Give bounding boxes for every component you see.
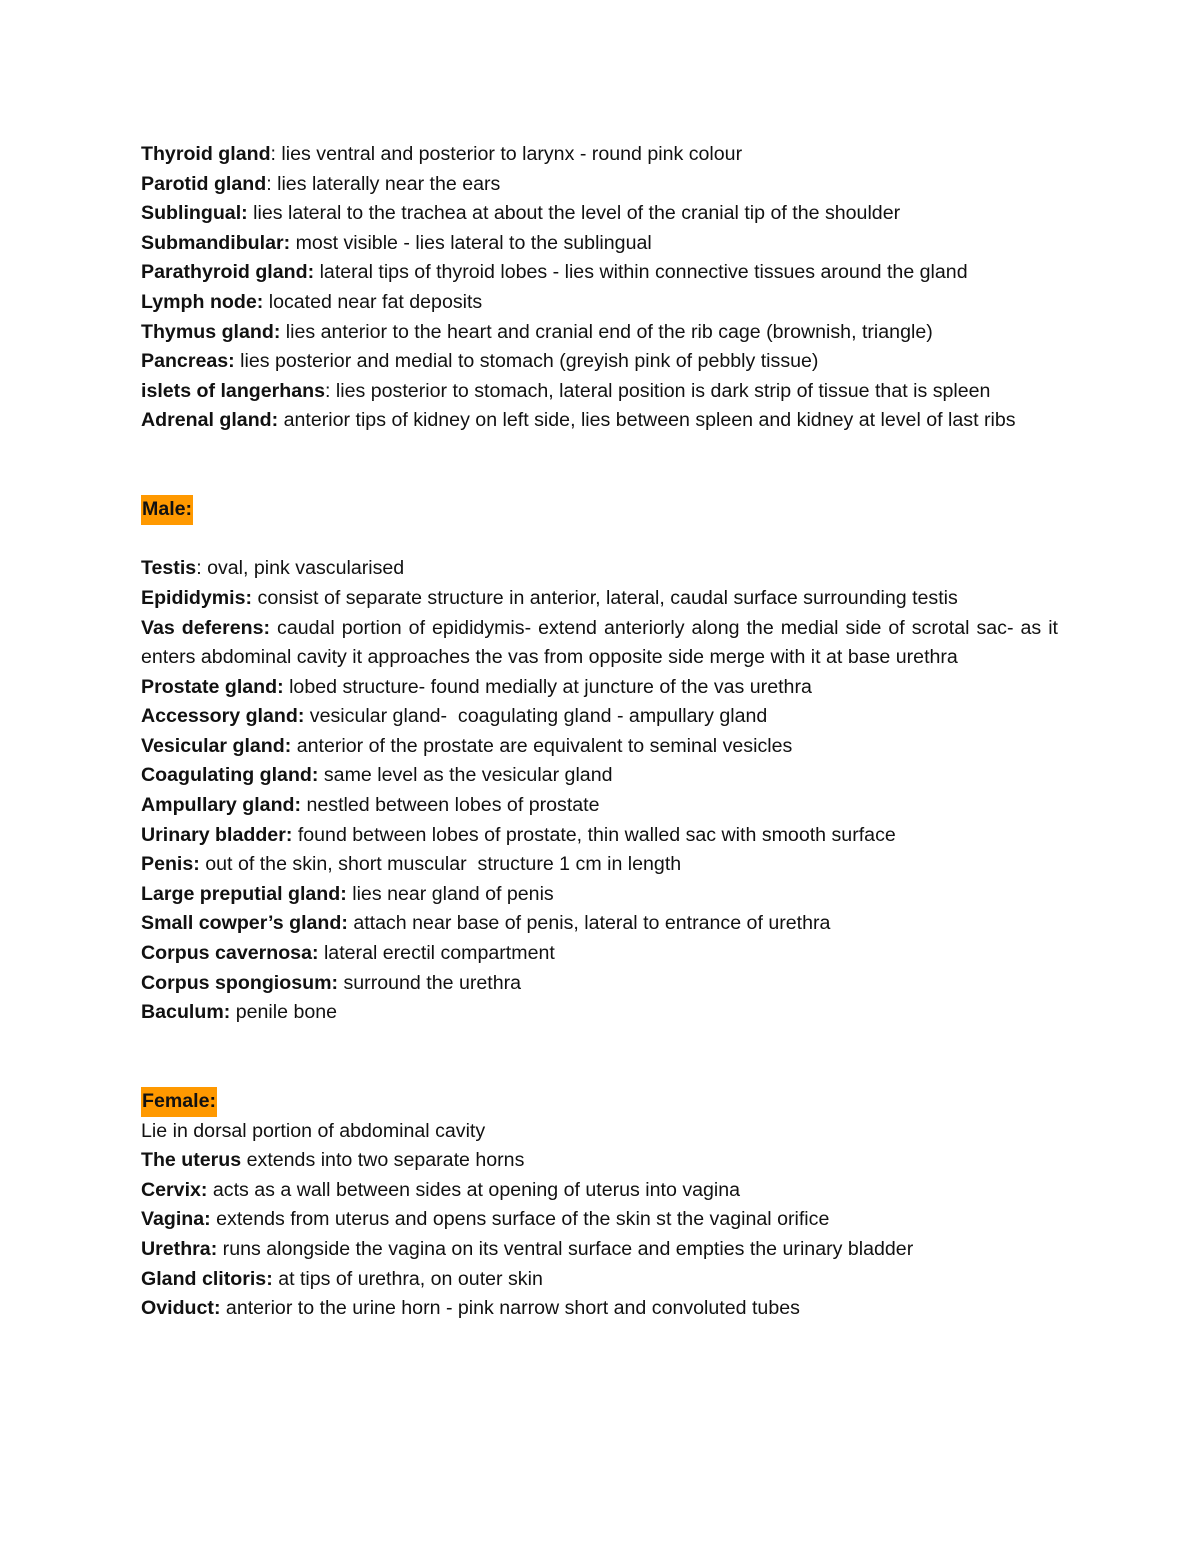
description: extends into two separate horns <box>246 1149 525 1172</box>
list-item <box>141 969 1058 999</box>
heading-highlight: Male: <box>141 495 193 525</box>
description: at tips of urethra, on outer skin <box>278 1267 543 1290</box>
list-item <box>141 229 1058 259</box>
list-item <box>141 318 1058 348</box>
separator: : <box>270 143 282 165</box>
spacer <box>141 436 1058 495</box>
description: out of the skin, short muscular structure 1 cm in length <box>205 853 682 876</box>
term: Gland clitoris: <box>141 1267 273 1290</box>
description: lobed structure- found medially at juncture of the vas urethra <box>289 675 812 698</box>
section-heading-female <box>141 1087 1058 1117</box>
description: vesicular gland- coagulating gland - ampullary gland <box>309 705 768 728</box>
description: most visible - lies lateral to the sublingual <box>295 231 652 254</box>
spacer <box>141 525 1058 555</box>
list-item <box>141 170 1058 200</box>
list-item <box>141 821 1058 851</box>
description: lies lateral to the trachea at about the level of the cranial tip of the shoulder <box>253 202 901 225</box>
term: Thymus gland: <box>141 320 281 343</box>
list-item <box>141 998 1058 1028</box>
endocrine-list <box>141 140 1058 436</box>
term: Corpus spongiosum: <box>141 971 339 994</box>
heading-highlight: Female: <box>141 1087 217 1117</box>
description: located near fat deposits <box>268 290 483 313</box>
term: Testis <box>141 557 197 580</box>
list-item <box>141 880 1058 910</box>
list-item <box>141 761 1058 791</box>
term: Vagina: <box>141 1208 211 1231</box>
description: lies posterior and medial to stomach (greyish pink of pebbly tissue) <box>240 350 819 373</box>
description: lateral erectil compartment <box>323 942 555 965</box>
term: Submandibular: <box>141 231 291 254</box>
term: islets of langerhans <box>141 379 326 402</box>
list-item <box>141 702 1058 732</box>
description: surround the urethra <box>343 971 522 994</box>
term: Baculum: <box>141 1001 231 1024</box>
term: Penis: <box>141 853 200 876</box>
term: Adrenal gland: <box>141 409 279 432</box>
list-item <box>141 1205 1058 1235</box>
description: lateral tips of thyroid lobes - lies within connective tissues around the gland <box>319 261 968 284</box>
term: Vas deferens: <box>141 616 270 639</box>
list-item <box>141 584 1058 614</box>
list-item <box>141 732 1058 762</box>
section-heading-male <box>141 495 1058 525</box>
term: Lymph node: <box>141 290 264 313</box>
term: Parotid gland <box>141 172 267 195</box>
spacer <box>141 1028 1058 1087</box>
list-item <box>141 939 1058 969</box>
list-item <box>141 1294 1058 1324</box>
term: Ampullary gland: <box>141 794 302 817</box>
description: lies anterior to the heart and cranial end of the rib cage (brownish, triangle) <box>285 320 933 343</box>
list-item <box>141 673 1058 703</box>
list-item <box>141 377 1058 407</box>
description: lies ventral and posterior to larynx - round pink colour <box>281 143 743 165</box>
description: acts as a wall between sides at opening of uterus into vagina <box>212 1178 741 1201</box>
list-item <box>141 909 1058 939</box>
term: Corpus cavernosa: <box>141 942 319 965</box>
separator <box>270 617 277 639</box>
list-item <box>141 288 1058 318</box>
list-item <box>141 1176 1058 1206</box>
description: extends from uterus and opens surface of the skin st the vaginal orifice <box>216 1208 830 1231</box>
description: lies near gland of penis <box>352 882 554 905</box>
description: anterior tips of kidney on left side, lies between spleen and kidney at level of last ribs <box>283 409 1016 432</box>
list-item <box>141 614 1058 673</box>
list-item <box>141 199 1058 229</box>
term: Cervix: <box>141 1178 208 1201</box>
list-item <box>141 1265 1058 1295</box>
list-item <box>141 406 1058 436</box>
description: anterior of the prostate are equivalent to seminal vesicles <box>296 734 793 757</box>
list-item <box>141 850 1058 880</box>
section-intro: Lie in dorsal portion of abdominal cavity <box>141 1119 486 1142</box>
description: found between lobes of prostate, thin walled sac with smooth surface <box>297 823 896 846</box>
term: Parathyroid gland: <box>141 261 315 284</box>
term: Thyroid gland <box>141 143 271 165</box>
term: Small cowper’s gland: <box>141 912 348 935</box>
term: Urinary bladder: <box>141 823 293 846</box>
list-item <box>141 140 1058 170</box>
term: Vesicular gland: <box>141 734 292 757</box>
description: same level as the vesicular gland <box>323 764 613 787</box>
separator: : <box>325 379 336 402</box>
separator: : <box>196 557 208 580</box>
list-item <box>141 1146 1058 1176</box>
document-page <box>141 140 1058 1324</box>
term: Pancreas: <box>141 350 235 373</box>
description: lies laterally near the ears <box>277 172 501 195</box>
list-item <box>141 1235 1058 1265</box>
list-item <box>141 347 1058 377</box>
male-section <box>141 495 1058 1028</box>
term: Prostate gland: <box>141 675 284 698</box>
description: consist of separate structure in anterior, lateral, caudal surface surrounding testis <box>257 586 958 609</box>
term: Sublingual: <box>141 202 248 225</box>
term: Large preputial gland: <box>141 882 347 905</box>
description: runs alongside the vagina on its ventral surface and empties the urinary bladder <box>222 1237 914 1260</box>
description: anterior to the urine horn - pink narrow short and convoluted tubes <box>225 1297 800 1320</box>
term: Epididymis: <box>141 586 253 609</box>
term: Accessory gland: <box>141 705 305 728</box>
term: Coagulating gland: <box>141 764 319 787</box>
description: lies posterior to stomach, lateral position is dark strip of tissue that is spleen <box>335 379 991 402</box>
female-section <box>141 1087 1058 1324</box>
list-item <box>141 258 1058 288</box>
description: caudal portion of epididymis- extend anteriorly along the medial side of scrotal sac- as it enters abdominal cavity it approaches the vas from opposite side merge with it at base urethra <box>141 616 1058 669</box>
list-item <box>141 791 1058 821</box>
list-item <box>141 554 1058 584</box>
term: The uterus <box>141 1149 242 1172</box>
term: Urethra: <box>141 1237 218 1260</box>
description: oval, pink vascularised <box>207 557 405 580</box>
description: nestled between lobes of prostate <box>306 794 600 817</box>
description: attach near base of penis, lateral to entrance of urethra <box>353 912 831 935</box>
term: Oviduct: <box>141 1297 221 1320</box>
separator: : <box>266 172 278 195</box>
description: penile bone <box>235 1001 338 1024</box>
